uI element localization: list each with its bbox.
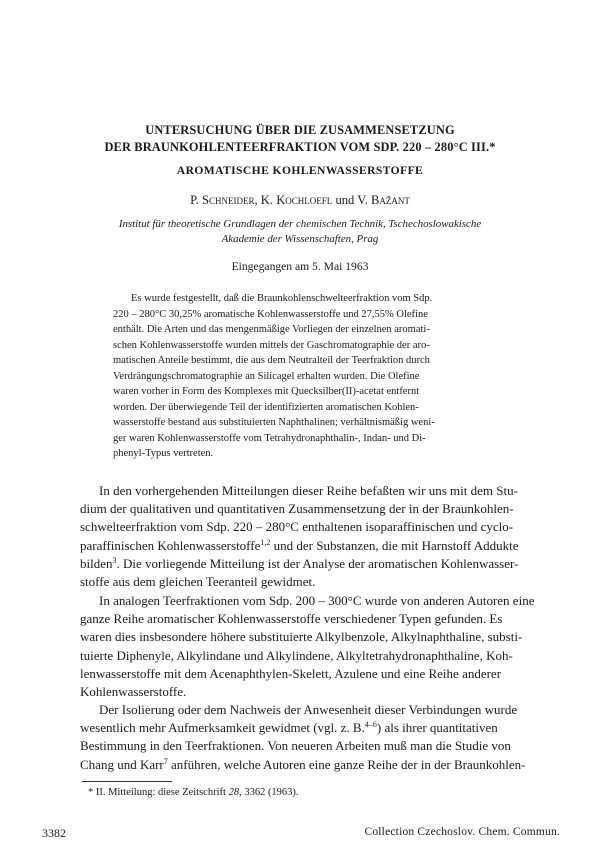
body-paragraph-1	[80, 482, 565, 591]
footnote-text: * II. Mitteilung: diese Zeitschrift	[88, 787, 229, 798]
paragraph-line: Bestimmung in den Teerfraktionen. Von neueren Arbeiten muß man die Studie von	[80, 738, 511, 754]
citation-ref: 1,2	[260, 537, 271, 547]
paragraph-line: stoffe aus dem gleichen Teeranteil gewidmet.	[80, 573, 316, 589]
citation-ref: 4–6	[364, 720, 377, 730]
text-run: und der Substanzen, die mit Harnstoff Addukte	[270, 537, 519, 553]
abstract-line: enthält. Die Arten und das mengenmäßige Vorliegen der einzelnen aromati-	[113, 324, 430, 335]
paragraph-line	[80, 555, 565, 573]
abstract-line: 220 – 280°C 30,25% aromatische Kohlenwasserstoffe und 27,55% Olefine	[113, 308, 428, 320]
paragraph-line	[80, 537, 565, 555]
author-2-name: Kochloefl	[276, 193, 333, 207]
text-run: Chang und Karr	[80, 756, 164, 772]
paragraph-line	[80, 719, 565, 737]
abstract-line: schen Kohlenwasserstoffe wurden mittels der Gaschromatographie der aro-	[113, 339, 430, 351]
text-run: paraffinischen Kohlenwasserstoffe	[80, 537, 261, 553]
journal-name: Collection Czechoslov. Chem. Commun.	[364, 826, 560, 838]
title-line-2: DER BRAUNKOHLENTEERFRAKTION VOM SDP. 220 – 280°C III.*	[104, 140, 496, 154]
citation-ref: 7	[163, 756, 168, 766]
page-number: 3382	[42, 826, 66, 840]
text-run: . Die vorliegende Mitteilung ist der Analyse der aromatischen Kohlenwasser-	[116, 555, 519, 571]
text-run: ) als ihrer quantitativen	[376, 720, 498, 736]
paragraph-line: In analogen Teerfraktionen vom Sdp. 200 – 300°C wurde von anderen Autoren eine	[99, 593, 535, 608]
abstract-line: matischen Anteile bestimmt, die aus dem Neutralteil der Teerfraktion durch	[113, 355, 430, 366]
subtitle: AROMATISCHE KOHLENWASSERSTOFFE	[176, 164, 424, 177]
abstract-line: phenyl-Typus vertreten.	[113, 448, 214, 459]
paragraph-line: lenwasserstoffe mit dem Acenaphthylen-Skelett, Azulene und eine Reihe anderer	[80, 665, 502, 681]
paragraph-line: waren dies insbesondere höhere substituierte Alkylbenzole, Alkylnaphthaline, substi-	[80, 629, 523, 645]
abstract-line: ger waren Kohlenwasserstoffe vom Tetrahydronaphthalin-, Indan- und Di-	[113, 432, 426, 444]
institute-line-2: Akademie der Wissenschaften, Prag	[221, 233, 379, 245]
authors	[40, 193, 560, 208]
paragraph-line	[80, 756, 565, 774]
abstract	[113, 291, 510, 462]
author-separator-1: , K.	[254, 193, 277, 207]
paragraph-line: tuierte Diphenyle, Alkylindane und Alkylindene, Alkyltetrahydronaphthaline, Koh-	[80, 647, 513, 663]
institute	[40, 217, 560, 247]
author-1-name: Schneider	[201, 193, 255, 207]
footnote-text-end: , 3362 (1963).	[239, 787, 299, 798]
text-run: wesentlich mehr Aufmerksamkeit gewidmet (vgl. z. B.	[80, 720, 365, 736]
institute-line-1: Institut für theoretische Grundlagen der chemischen Technik, Tschechoslowakische	[118, 218, 482, 230]
body-paragraph-3	[80, 701, 565, 774]
abstract-line: worden. Der überwiegende Teil der identifizierten aromatischen Kohlen-	[113, 401, 419, 413]
abstract-line: Verdrängungschromatographie an Silicagel erhalten wurden. Die Olefine	[113, 370, 420, 382]
footnote-volume: 28	[228, 787, 240, 798]
paragraph-line: schwelteerfraktion vom Sdp. 220 – 280°C enthaltenen isoparaffinischen und cyclo-	[80, 519, 514, 535]
footnote	[88, 787, 299, 798]
author-1-initial: P.	[190, 193, 202, 207]
abstract-line: Es wurde festgestellt, daß die Braunkohlenschwelteerfraktion vom Sdp.	[131, 293, 433, 304]
citation-ref: 3	[112, 555, 117, 565]
footnote-divider	[82, 781, 172, 782]
abstract-line: wasserstoffe bestand aus substituierten Naphthalinen; verhältnismäßig weni-	[113, 417, 435, 428]
author-3-name: Bažant	[371, 193, 410, 207]
paragraph-line: In den vorhergehenden Mitteilungen dieser Reihe befaßten wir uns mit dem Stu-	[99, 483, 518, 498]
text-run: bilden	[80, 555, 113, 571]
text-run: anführen, welche Autoren eine ganze Reihe der in der Braunkohlen-	[167, 756, 526, 772]
received-date: Eingegangen am 5. Mai 1963	[231, 260, 369, 273]
body-paragraph-2	[80, 592, 565, 701]
paragraph-line: Der Isolierung oder dem Nachweis der Anwesenheit dieser Verbindungen wurde	[99, 702, 518, 717]
paragraph-line: ganze Reihe aromatischer Kohlenwasserstoffe verschiedener Typen gefunden. Es	[80, 611, 503, 627]
paragraph-line: Kohlenwasserstoffe.	[80, 683, 187, 699]
author-separator-2: und V.	[332, 193, 372, 207]
title-line-1: UNTERSUCHUNG ÜBER DIE ZUSAMMENSETZUNG	[145, 123, 455, 137]
abstract-line: waren vorher in Form des Komplexes mit Quecksilber(II)-acetat entfernt	[113, 386, 420, 397]
paragraph-line: dium der qualitativen und quantitativen Zusammensetzung der in der Braunkohlen-	[80, 501, 514, 517]
